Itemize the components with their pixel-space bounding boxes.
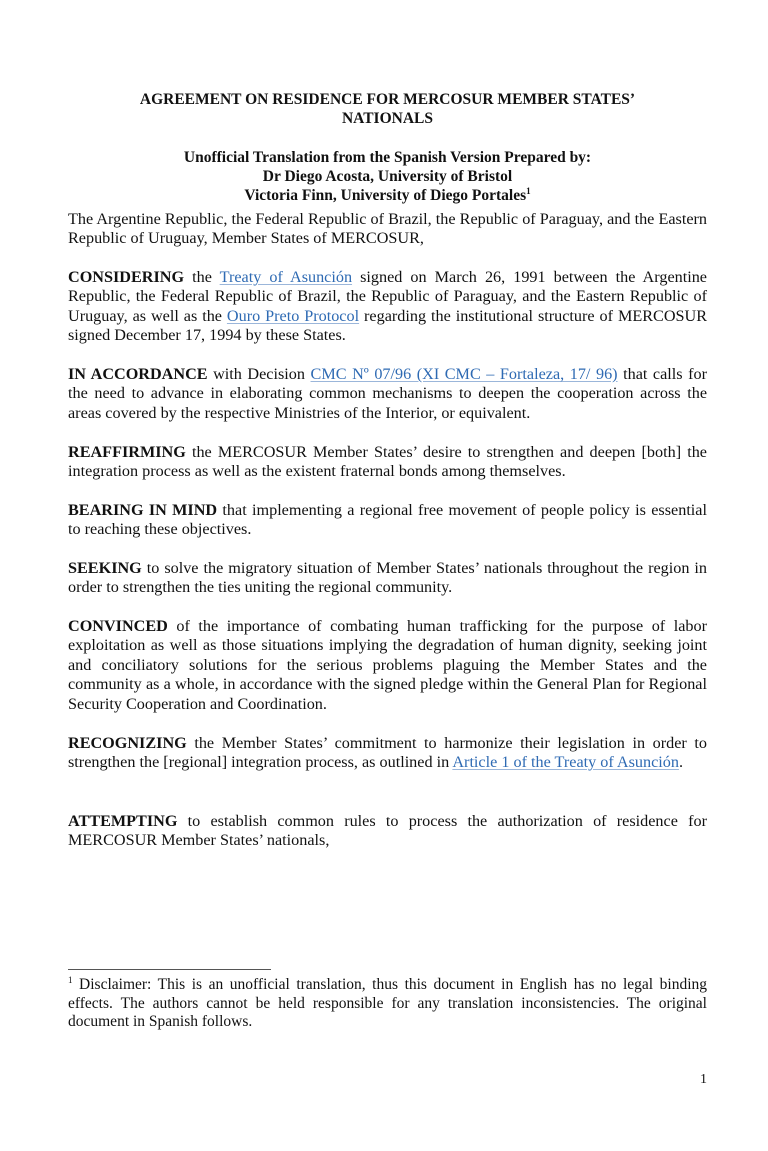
convinced-text: of the importance of combating human trafficking for the purpose of labor exploitation as well as those situations implying the degradation of human dignity, seeking joint and conciliatory solutions for the serious problems plaguing the Member States and the community as a whole, in accordance with the signed pledge within the General Plan for Regional Security Cooperation and Coordination. xyxy=(68,617,707,713)
page-number: 1 xyxy=(700,1072,707,1087)
recognizing-text-1: the Member States’ commitment to harmonize their legislation in order to strengthen the [regional] integration process, as outlined in xyxy=(68,734,707,772)
seeking-paragraph xyxy=(68,559,707,598)
cmc-decision-link[interactable]: CMC Nº 07/96 (XI CMC – Fortaleza, 17/ 96) xyxy=(310,365,618,383)
attempting-paragraph xyxy=(68,812,707,851)
accordance-text-1: with Decision xyxy=(207,365,311,383)
ouro-preto-protocol-link[interactable]: Ouro Preto Protocol xyxy=(226,306,360,325)
title-line-2: NATIONALS xyxy=(341,110,433,127)
footnote-text: Disclaimer: This is an unofficial translation, thus this document in English has no legal binding effects. The authors cannot be held responsible for any translation inconsistencies. The original document in Spanish follows. xyxy=(68,976,707,1031)
considering-text-2: signed on March 26, 1991 between the Argentine Republic, the Federal Republic of Brazil, the Republic of Paraguay, and the Eastern Republic of Uruguay, as well as the xyxy=(68,268,707,325)
author-line: Victoria Finn, University of Diego Portales xyxy=(244,187,527,204)
reaffirming-paragraph xyxy=(68,443,707,482)
seeking-text: to solve the migratory situation of Member States’ nationals throughout the region in order to strengthen the ties uniting the regional community. xyxy=(68,559,707,597)
subtitle-line-2: Dr Diego Acosta, University of Bristol xyxy=(262,168,513,185)
seeking-lead: SEEKING xyxy=(68,559,142,577)
document-subtitle xyxy=(68,148,707,205)
footnote-separator xyxy=(68,969,271,970)
bearing-paragraph xyxy=(68,501,707,540)
attempting-lead: ATTEMPTING xyxy=(68,812,178,830)
footnote-number: 1 xyxy=(68,974,73,985)
article-1-treaty-link[interactable]: Article 1 of the Treaty of Asunción xyxy=(452,753,679,772)
considering-text-1: the xyxy=(184,268,220,286)
title-line-1: AGREEMENT ON RESIDENCE FOR MERCOSUR MEMBER STATES’ xyxy=(139,91,636,108)
footnote-reference[interactable]: 1 xyxy=(526,185,531,196)
attempting-text: to establish common rules to process the authorization of residence for MERCOSUR Member States’ nationals, xyxy=(68,812,707,850)
considering-lead: CONSIDERING xyxy=(68,268,185,286)
footnote xyxy=(68,976,707,1032)
convinced-lead: CONVINCED xyxy=(68,617,168,635)
accordance-text-2: that calls for the need to advance in elaborating common mechanisms to deepen the cooperation across the areas covered by the respective Ministries of the Interior, or equivalent. xyxy=(68,365,708,422)
treaty-of-asuncion-link[interactable]: Treaty of Asunción xyxy=(219,268,353,286)
subtitle-line-3 xyxy=(68,186,707,205)
considering-paragraph xyxy=(68,268,707,346)
recognizing-paragraph xyxy=(68,734,707,773)
accordance-lead: IN ACCORDANCE xyxy=(68,365,208,383)
bearing-lead: BEARING IN MIND xyxy=(68,501,218,519)
convinced-paragraph xyxy=(68,617,707,714)
accordance-paragraph xyxy=(68,365,707,423)
bearing-text: that implementing a regional free movement of people policy is essential to reaching these objectives. xyxy=(68,501,707,539)
intro-paragraph: The Argentine Republic, the Federal Republic of Brazil, the Republic of Paraguay, and the Eastern Republic of Uruguay, Member States of MERCOSUR, xyxy=(68,210,707,248)
recognizing-lead: RECOGNIZING xyxy=(68,734,187,752)
recognizing-text-2: . xyxy=(678,753,683,772)
considering-text-3: regarding the institutional structure of MERCOSUR signed December 17, 1994 by these States. xyxy=(68,306,708,345)
reaffirming-text: the MERCOSUR Member States’ desire to strengthen and deepen [both] the integration process as well as the existent fraternal bonds among themselves. xyxy=(68,443,707,481)
reaffirming-lead: REAFFIRMING xyxy=(68,443,186,461)
document-title xyxy=(68,90,707,128)
subtitle-line-1: Unofficial Translation from the Spanish Version Prepared by: xyxy=(183,149,592,166)
